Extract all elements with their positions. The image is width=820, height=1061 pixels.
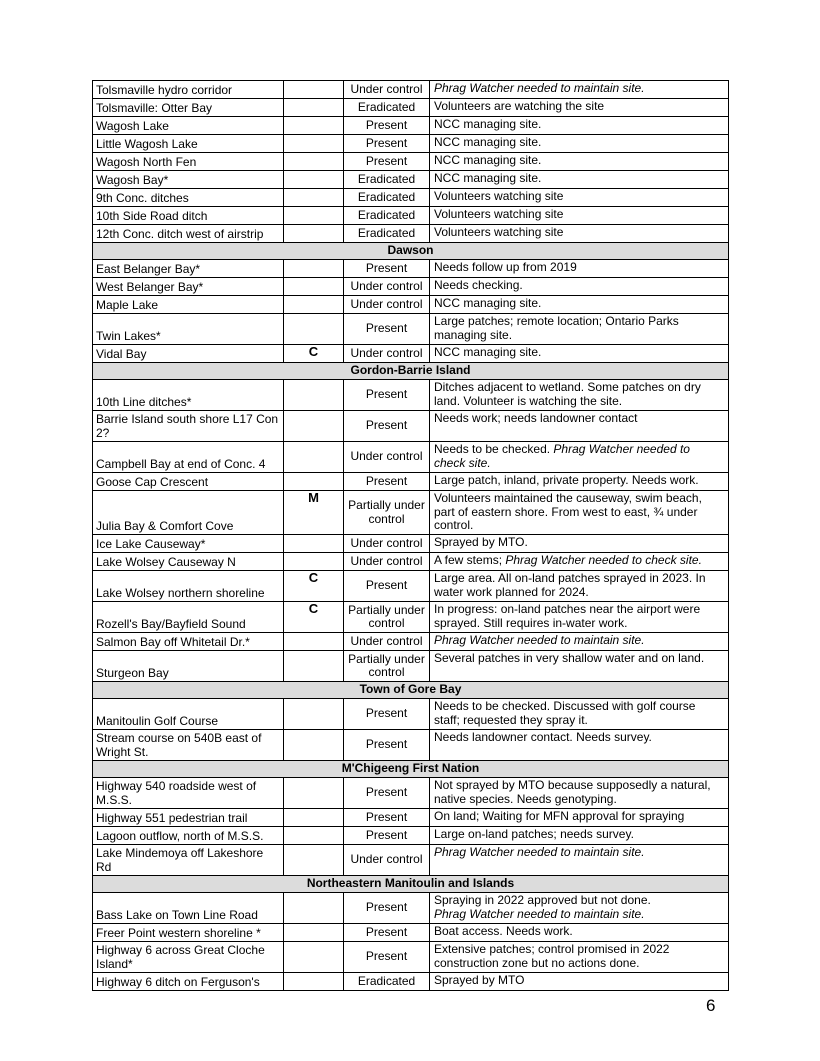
site-location: Tolsmaville hydro corridor	[93, 81, 284, 99]
site-notes	[430, 99, 729, 117]
site-notes	[430, 699, 729, 730]
notes-text: Sprayed by MTO	[434, 973, 525, 987]
site-mark	[284, 189, 344, 207]
site-mark	[284, 380, 344, 411]
site-notes	[430, 633, 729, 651]
notes-text: A few stems;	[434, 553, 506, 567]
table-row	[93, 345, 729, 363]
notes-text: In progress: on-land patches near the airport were sprayed. Still requires in-water work.	[434, 602, 701, 630]
site-location: Stream course on 540B east of Wright St.	[93, 730, 284, 761]
site-status: Partially under control	[344, 491, 430, 535]
site-notes	[430, 411, 729, 442]
site-mark	[284, 81, 344, 99]
site-status: Under control	[344, 296, 430, 314]
notes-text: NCC managing site.	[434, 117, 542, 131]
table-row	[93, 893, 729, 924]
notes-text: Phrag Watcher needed to maintain site.	[434, 906, 645, 921]
notes-text: Boat access. Needs work.	[434, 924, 573, 938]
site-status: Present	[344, 260, 430, 278]
site-status: Present	[344, 699, 430, 730]
site-mark	[284, 730, 344, 761]
site-notes	[430, 296, 729, 314]
notes-text: Phrag Watcher needed to maintain site.	[434, 633, 645, 647]
table-row	[93, 411, 729, 442]
site-mark	[284, 699, 344, 730]
site-mark	[284, 942, 344, 973]
site-status: Present	[344, 153, 430, 171]
site-notes	[430, 260, 729, 278]
site-location: Wagosh Bay*	[93, 171, 284, 189]
notes-text: Spraying in 2022 approved but not done.	[434, 893, 651, 907]
notes-text: Needs checking.	[434, 278, 523, 292]
site-status: Under control	[344, 553, 430, 571]
site-location: Wagosh Lake	[93, 117, 284, 135]
notes-text: Phrag Watcher needed to maintain site.	[434, 845, 645, 859]
notes-text: Large on-land patches; needs survey.	[434, 827, 634, 841]
site-notes	[430, 973, 729, 991]
site-notes	[430, 135, 729, 153]
site-location: Highway 551 pedestrian trail	[93, 809, 284, 827]
site-location: 10th Line ditches*	[93, 380, 284, 411]
sites-table-body	[93, 81, 729, 991]
notes-text: Needs follow up from 2019	[434, 260, 577, 274]
table-row	[93, 81, 729, 99]
site-status: Present	[344, 730, 430, 761]
site-status: Under control	[344, 845, 430, 876]
site-notes	[430, 153, 729, 171]
notes-text: NCC managing site.	[434, 296, 542, 310]
table-row	[93, 473, 729, 491]
site-location: Rozell's Bay/Bayfield Sound	[93, 602, 284, 633]
site-notes	[430, 207, 729, 225]
table-row	[93, 225, 729, 243]
site-location: Maple Lake	[93, 296, 284, 314]
table-row	[93, 809, 729, 827]
site-notes	[430, 171, 729, 189]
site-location: Tolsmaville: Otter Bay	[93, 99, 284, 117]
site-notes	[430, 845, 729, 876]
section-title: Northeastern Manitoulin and Islands	[93, 876, 729, 893]
table-row	[93, 207, 729, 225]
table-row	[93, 278, 729, 296]
site-mark	[284, 278, 344, 296]
table-row	[93, 442, 729, 473]
site-mark	[284, 411, 344, 442]
site-mark	[284, 845, 344, 876]
site-mark	[284, 924, 344, 942]
table-row	[93, 189, 729, 207]
site-status: Eradicated	[344, 225, 430, 243]
site-mark	[284, 473, 344, 491]
site-location: Salmon Bay off Whitetail Dr.*	[93, 633, 284, 651]
site-status: Eradicated	[344, 99, 430, 117]
section-title: Dawson	[93, 243, 729, 260]
site-status: Present	[344, 893, 430, 924]
site-mark	[284, 553, 344, 571]
site-mark	[284, 893, 344, 924]
site-status: Present	[344, 778, 430, 809]
site-mark: C	[284, 345, 344, 363]
table-row	[93, 553, 729, 571]
table-row	[93, 973, 729, 991]
site-status: Present	[344, 473, 430, 491]
site-status: Partially under control	[344, 602, 430, 633]
site-location: Manitoulin Golf Course	[93, 699, 284, 730]
site-location: Vidal Bay	[93, 345, 284, 363]
site-mark: C	[284, 571, 344, 602]
site-notes	[430, 942, 729, 973]
table-row	[93, 571, 729, 602]
table-row	[93, 153, 729, 171]
notes-text: Large patches; remote location; Ontario Parks managing site.	[434, 314, 679, 342]
site-status: Eradicated	[344, 207, 430, 225]
site-notes	[430, 442, 729, 473]
notes-text: Needs landowner contact. Needs survey.	[434, 730, 652, 744]
site-location: Ice Lake Causeway*	[93, 535, 284, 553]
site-notes	[430, 778, 729, 809]
notes-text: Extensive patches; control promised in 2022 construction zone but no actions done.	[434, 942, 670, 970]
site-notes	[430, 189, 729, 207]
site-status: Present	[344, 827, 430, 845]
table-row	[93, 117, 729, 135]
notes-text: On land; Waiting for MFN approval for spraying	[434, 809, 685, 823]
site-mark	[284, 442, 344, 473]
notes-text: Volunteers watching site	[434, 189, 564, 203]
site-notes	[430, 535, 729, 553]
site-mark	[284, 973, 344, 991]
site-location: 9th Conc. ditches	[93, 189, 284, 207]
site-notes	[430, 314, 729, 345]
site-mark	[284, 535, 344, 553]
table-row	[93, 730, 729, 761]
site-notes	[430, 491, 729, 535]
site-status: Present	[344, 117, 430, 135]
notes-text: NCC managing site.	[434, 153, 542, 167]
table-row	[93, 651, 729, 682]
site-location: Barrie Island south shore L17 Con 2?	[93, 411, 284, 442]
site-location: Wagosh North Fen	[93, 153, 284, 171]
table-row	[93, 296, 729, 314]
site-notes	[430, 553, 729, 571]
site-mark	[284, 809, 344, 827]
table-row	[93, 778, 729, 809]
site-location: Little Wagosh Lake	[93, 135, 284, 153]
site-location: East Belanger Bay*	[93, 260, 284, 278]
site-status: Present	[344, 942, 430, 973]
notes-text: Not sprayed by MTO because supposedly a natural, native species. Needs genotyping.	[434, 778, 711, 806]
site-location: Sturgeon Bay	[93, 651, 284, 682]
site-status: Present	[344, 314, 430, 345]
table-row	[93, 535, 729, 553]
notes-text: Volunteers watching site	[434, 225, 564, 239]
site-mark	[284, 153, 344, 171]
site-notes	[430, 571, 729, 602]
notes-text: NCC managing site.	[434, 135, 542, 149]
site-status: Present	[344, 809, 430, 827]
site-location: West Belanger Bay*	[93, 278, 284, 296]
site-notes	[430, 117, 729, 135]
site-location: Highway 540 roadside west of M.S.S.	[93, 778, 284, 809]
site-status: Present	[344, 380, 430, 411]
notes-text: Ditches adjacent to wetland. Some patches on dry land. Volunteer is watching the site.	[434, 380, 701, 408]
notes-text: NCC managing site.	[434, 171, 542, 185]
notes-text: Phrag Watcher needed to maintain site.	[434, 81, 645, 95]
site-notes	[430, 893, 729, 924]
site-location: Goose Cap Crescent	[93, 473, 284, 491]
notes-text: Several patches in very shallow water and on land.	[434, 651, 705, 665]
site-location: Julia Bay & Comfort Cove	[93, 491, 284, 535]
site-mark	[284, 314, 344, 345]
section-header-row	[93, 363, 729, 380]
site-location: Lake Wolsey northern shoreline	[93, 571, 284, 602]
notes-text: Volunteers maintained the causeway, swim beach, part of eastern shore. From west to east, ¾ under control.	[434, 491, 702, 532]
table-row	[93, 380, 729, 411]
table-row	[93, 699, 729, 730]
site-mark	[284, 171, 344, 189]
site-location: Freer Point western shoreline *	[93, 924, 284, 942]
table-row	[93, 135, 729, 153]
notes-text: Large area. All on-land patches sprayed in 2023. In water work planned for 2024.	[434, 571, 706, 599]
site-status: Present	[344, 135, 430, 153]
section-title: Gordon-Barrie Island	[93, 363, 729, 380]
site-location: Campbell Bay at end of Conc. 4	[93, 442, 284, 473]
table-row	[93, 314, 729, 345]
site-status: Partially under control	[344, 651, 430, 682]
site-status: Eradicated	[344, 171, 430, 189]
site-mark	[284, 207, 344, 225]
site-status: Under control	[344, 278, 430, 296]
section-header-row	[93, 761, 729, 778]
site-location: Lake Wolsey Causeway N	[93, 553, 284, 571]
site-status: Present	[344, 411, 430, 442]
notes-text: Volunteers are watching the site	[434, 99, 605, 113]
site-status: Under control	[344, 345, 430, 363]
site-mark	[284, 633, 344, 651]
site-notes	[430, 827, 729, 845]
notes-text: Phrag Watcher needed to check site.	[505, 553, 702, 567]
table-row	[93, 602, 729, 633]
table-row	[93, 845, 729, 876]
site-status: Under control	[344, 81, 430, 99]
table-row	[93, 924, 729, 942]
table-row	[93, 171, 729, 189]
site-notes	[430, 81, 729, 99]
notes-text: NCC managing site.	[434, 345, 542, 359]
notes-text: Needs to be checked.	[434, 442, 554, 456]
site-notes	[430, 380, 729, 411]
site-status: Under control	[344, 442, 430, 473]
site-mark	[284, 778, 344, 809]
sites-table	[92, 80, 729, 991]
notes-text: Phrag Watcher needed to check site.	[434, 442, 690, 470]
site-status: Eradicated	[344, 189, 430, 207]
section-title: Town of Gore Bay	[93, 682, 729, 699]
site-location: Lake Mindemoya off Lakeshore Rd	[93, 845, 284, 876]
notes-text: Needs to be checked. Discussed with golf course staff; requested they spray it.	[434, 699, 696, 727]
site-status: Present	[344, 924, 430, 942]
site-location: Lagoon outflow, north of M.S.S.	[93, 827, 284, 845]
table-row	[93, 260, 729, 278]
notes-text: Large patch, inland, private property. Needs work.	[434, 473, 699, 487]
site-mark	[284, 117, 344, 135]
section-header-row	[93, 243, 729, 260]
site-notes	[430, 602, 729, 633]
site-location: Twin Lakes*	[93, 314, 284, 345]
table-row	[93, 827, 729, 845]
table-row	[93, 633, 729, 651]
table-row	[93, 491, 729, 535]
site-location: Bass Lake on Town Line Road	[93, 893, 284, 924]
site-location: 12th Conc. ditch west of airstrip	[93, 225, 284, 243]
site-notes	[430, 730, 729, 761]
site-mark	[284, 225, 344, 243]
table-row	[93, 942, 729, 973]
section-header-row	[93, 876, 729, 893]
site-mark	[284, 99, 344, 117]
site-mark	[284, 296, 344, 314]
site-mark	[284, 827, 344, 845]
site-status: Under control	[344, 535, 430, 553]
site-notes	[430, 345, 729, 363]
site-status: Under control	[344, 633, 430, 651]
section-header-row	[93, 682, 729, 699]
site-mark: M	[284, 491, 344, 535]
site-location: 10th Side Road ditch	[93, 207, 284, 225]
site-notes	[430, 809, 729, 827]
notes-text: Sprayed by MTO.	[434, 535, 528, 549]
site-status: Eradicated	[344, 973, 430, 991]
site-location: Highway 6 ditch on Ferguson's	[93, 973, 284, 991]
site-mark: C	[284, 602, 344, 633]
site-notes	[430, 225, 729, 243]
notes-text: Volunteers watching site	[434, 207, 564, 221]
table-row	[93, 99, 729, 117]
site-notes	[430, 651, 729, 682]
site-notes	[430, 473, 729, 491]
site-notes	[430, 278, 729, 296]
page-number: 6	[706, 996, 716, 1015]
site-mark	[284, 135, 344, 153]
section-title: M'Chigeeng First Nation	[93, 761, 729, 778]
notes-text: Needs work; needs landowner contact	[434, 411, 638, 425]
site-mark	[284, 260, 344, 278]
site-status: Present	[344, 571, 430, 602]
site-mark	[284, 651, 344, 682]
site-notes	[430, 924, 729, 942]
site-location: Highway 6 across Great Cloche Island*	[93, 942, 284, 973]
